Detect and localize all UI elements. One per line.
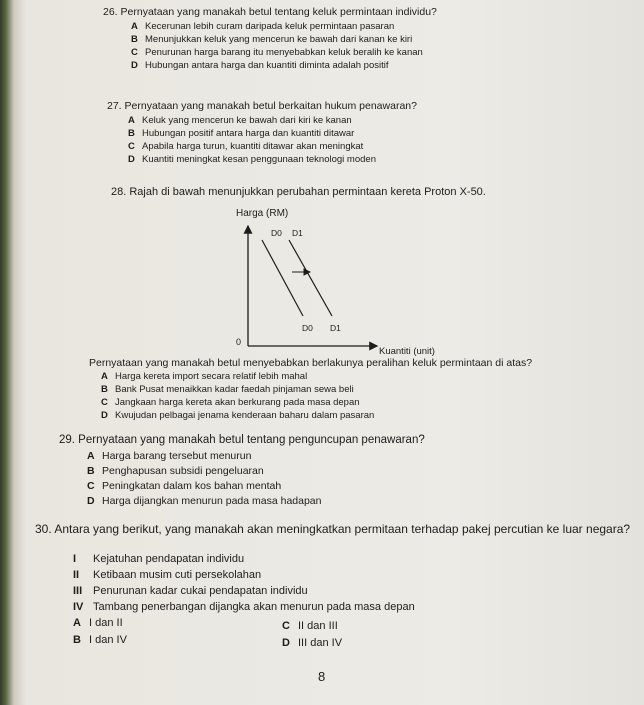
- question-29-option-d: D Harga dijangkan menurun pada masa hadapan: [87, 495, 322, 507]
- y-axis-label: Harga (RM): [236, 208, 289, 219]
- question-29-stem: 29. Pernyataan yang manakah betul tentang penguncupan penawaran?: [59, 434, 425, 446]
- question-26-option-d: D Hubungan antara harga dan kuantiti diminta adalah positif: [131, 60, 389, 71]
- question-30-statement-i: I Kejatuhan pendapatan individu: [73, 553, 245, 565]
- page-number: 8: [318, 669, 326, 684]
- question-28-option-a: A Harga kereta import secara relatif lebih mahal: [101, 371, 308, 382]
- question-26-option-b: B Menunjukkan keluk yang mencerun ke bawah dari kanan ke kiri: [131, 34, 413, 45]
- question-30-option-b: B I dan IV: [73, 634, 127, 646]
- question-28-option-d: D Kwujudan pelbagai jenama kenderaan baharu dalam pasaran: [101, 410, 375, 421]
- question-27-option-a: A Keluk yang mencerun ke bawah dari kiri ke kanan: [128, 115, 352, 126]
- curve-label-d0-bottom: D0: [302, 323, 313, 333]
- question-29-option-a: A Harga barang tersebut menurun: [87, 450, 252, 462]
- question-28-option-b: B Bank Pusat menaikkan kadar faedah pinjaman sewa beli: [101, 384, 354, 395]
- curve-label-d1-top: D1: [292, 228, 303, 238]
- curve-label-d1-bottom: D1: [330, 323, 341, 333]
- question-26-stem: 26. Pernyataan yang manakah betul tentang keluk permintaan individu?: [103, 6, 437, 18]
- question-30-statement-ii: II Ketibaan musim cuti persekolahan: [73, 569, 262, 581]
- question-27-option-d: D Kuantiti meningkat kesan penggunaan teknologi moden: [128, 154, 376, 165]
- question-29-option-c: C Peningkatan dalam kos bahan mentah: [87, 480, 282, 492]
- origin-label: 0: [236, 337, 242, 347]
- question-26-option-a: A Kecerunan lebih curam daripada keluk permintaan pasaran: [131, 21, 395, 32]
- question-26-option-c: C Penurunan harga barang itu menyebabkan keluk beralih ke kanan: [131, 47, 423, 58]
- x-axis-label: Kuantiti (unit): [379, 346, 435, 357]
- question-30-option-d: D III dan IV: [282, 637, 343, 649]
- question-27-option-c: C Apabila harga turun, kuantiti ditawar akan meningkat: [128, 141, 364, 152]
- demand-curve-d0: [262, 240, 303, 316]
- question-30-option-c: C II dan III: [282, 620, 338, 632]
- question-28-option-c: C Jangkaan harga kereta akan berkurang pada masa depan: [101, 397, 360, 408]
- question-29-option-b: B Penghapusan subsidi pengeluaran: [87, 465, 264, 477]
- question-27-stem: 27. Pernyataan yang manakah betul berkaitan hukum penawaran?: [107, 100, 417, 112]
- question-28-prompt: Pernyataan yang manakah betul menyebabkan berlakunya peralihan keluk permintaan di atas?: [89, 357, 533, 369]
- demand-curve-d1: [289, 240, 332, 316]
- question-27-option-b: B Hubungan positif antara harga dan kuantiti ditawar: [128, 128, 355, 139]
- question-30-stem: 30. Antara yang berikut, yang manakah akan meningkatkan permitaan terhadap pakej percutian ke luar negara?: [35, 522, 631, 536]
- question-30-statement-iii: III Penurunan kadar cukai pendapatan individu: [73, 585, 308, 597]
- question-30-statement-iv: IV Tambang penerbangan dijangka akan menurun pada masa depan: [73, 601, 415, 613]
- question-28-stem: 28. Rajah di bawah menunjukkan perubahan permintaan kereta Proton X-50.: [111, 186, 486, 198]
- question-30-option-a: A I dan II: [73, 617, 123, 629]
- curve-label-d0-top: D0: [271, 228, 282, 238]
